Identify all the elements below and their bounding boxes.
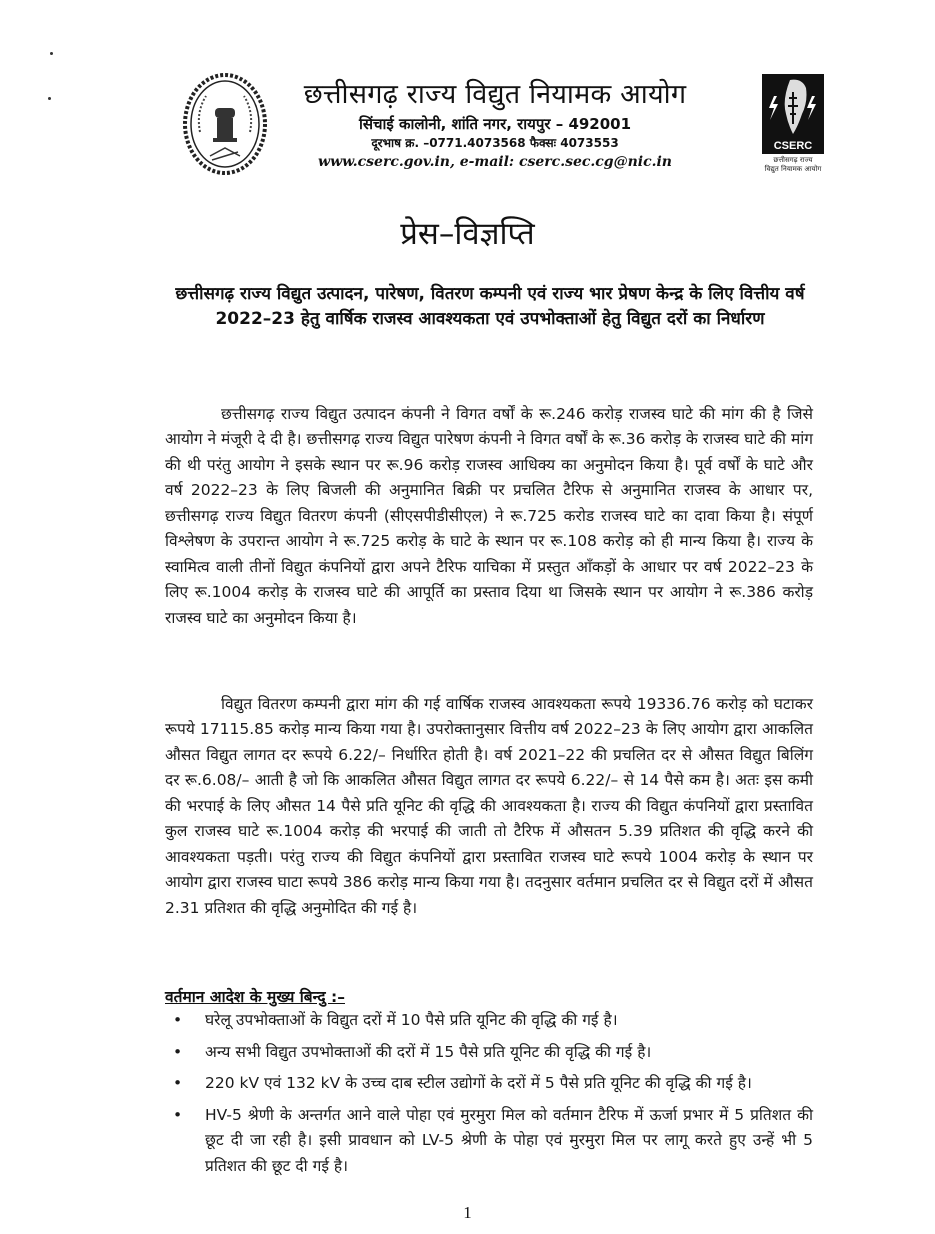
scan-speck — [50, 52, 53, 55]
cserc-logo-box — [762, 74, 824, 154]
page-number: 1 — [463, 1203, 472, 1222]
organization-name: छत्तीसगढ़ राज्य विद्युत नियामक आयोग — [303, 79, 687, 110]
key-point-text: घरेलू उपभोक्ताओं के विद्युत दरों में 10 पैसे प्रति यूनिट की वृद्धि की गई है। — [205, 1011, 618, 1029]
key-point-item — [165, 1103, 813, 1180]
organization-phone-fax: दूरभाष क्र. –0771.4073568 फैक्सः 4073553 — [371, 136, 619, 150]
organization-details — [285, 78, 705, 172]
letterhead — [170, 70, 850, 190]
organization-address: सिंचाई कालोनी, शांति नगर, रायपुर – 492001 — [358, 115, 632, 133]
cserc-logo-subtext — [760, 156, 826, 174]
key-point-text: 220 kV एवं 132 kV के उच्च दाब स्टील उद्योगों के दरों में 5 पैसे प्रति यूनिट की वृद्धि की गई है। — [205, 1074, 752, 1092]
document-title: प्रेस–विज्ञप्ति — [400, 216, 535, 252]
lightning-tower-icon — [762, 74, 824, 138]
scan-speck — [48, 97, 51, 100]
key-point-item — [165, 1071, 813, 1097]
body-paragraph: विद्युत वितरण कम्पनी द्वारा मांग की गई वार्षिक राजस्व आवश्यकता रूपये 19336.76 करोड़ को घटाकर रूपये 17115.85 करोड़ मान्य किया गया है। उपरोक्तानुसार वित्तीय वर्ष 2022–23 के लिए आयोग द्वारा आकलित औसत विद्युत लागत दर रूपये 6.22/– निर्धारित होती है। वर्ष 2021–22 की प्रचलित दर से औसत विद्युत बिलिंग दर रू.6.08/– आती है जो कि आकलित औसत विद्युत लागत दर रूपये 6.22/– से 14 पैसे कम है। अतः इस कमी की भरपाई के लिए औसत 14 पैसे प्रति यूनिट की वृद्धि की आवश्यकता है। राज्य की विद्युत कंपनियों द्वारा प्रस्तावित कुल राजस्व घाटे रू.1004 करोड़ की भरपाई की जाती तो टैरिफ में औसतन 5.39 प्रतिशत की वृद्धि करने की आवश्यकता पड़ती। परंतु राज्य की विद्युत कंपनियों द्वारा प्रस्तावित राजस्व घाटे रूपये 1004 करोड़ के स्थान पर आयोग द्वारा राजस्व घाटा रूपये 386 करोड़ मान्य किया गया है। तदनुसार वर्तमान प्रचलित दर से विद्युत दरों में औसत 2.31 प्रतिशत की वृद्धि अनुमोदित की गई है। — [165, 694, 813, 917]
bullet-icon: • — [173, 1011, 183, 1029]
key-point-item — [165, 1008, 813, 1034]
cserc-logo — [760, 74, 826, 178]
bullet-icon: • — [173, 1042, 183, 1061]
key-point-text: अन्य सभी विद्युत उपभोक्ताओं की दरों में 15 पैसे प्रति यूनिट की वृद्धि की गई है। — [205, 1042, 652, 1061]
key-point-text: HV-5 श्रेणी के अन्तर्गत आने वाले पोहा एवं मुरमुरा मिल को वर्तमान टैरिफ में ऊर्जा प्रभार में 5 प्रतिशत की छूट दी जा रही है। इसी प्रावधान को LV-5 श्रेणी के पोहा एवं मुरमुरा मिल पर लागू करते हुए उन्हें भी 5 प्रतिशत की छूट दी गई है। — [205, 1105, 813, 1175]
document-subtitle: छत्तीसगढ़ राज्य विद्युत उत्पादन, पारेषण, वितरण कम्पनी एवं राज्य भार प्रेषण केन्द्र के लिए वित्तीय वर्ष 2022–23 हेतु वार्षिक राजस्व आवश्यकता एवं उपभोक्ताओं हेतु विद्युत दरों का निर्धारण — [175, 284, 805, 329]
bullet-icon: • — [173, 1105, 183, 1124]
state-emblem-icon — [182, 72, 268, 176]
cserc-logo-subtext-line: छत्तीसगढ़ राज्य — [773, 156, 813, 164]
body-paragraph: छत्तीसगढ़ राज्य विद्युत उत्पादन कंपनी ने विगत वर्षों के रू.246 करोड़ राजस्व घाटे की मांग की है जिसे आयोग ने मंजूरी दे दी है। छत्तीसगढ़ राज्य विद्युत पारेषण कंपनी ने विगत वर्षों के रू.36 करोड़ के राजस्व घाटे की मांग की थी परंतु आयोग ने इसके स्थान पर रू.96 करोड़ राजस्व आधिक्य का अनुमोदन किया है। पूर्व वर्षों के घाटे और वर्ष 2022–23 के लिए बिजली की अनुमानित बिक्री पर प्रचलित टैरिफ से अनुमानित राजस्व के आधार पर, छत्तीसगढ़ राज्य विद्युत वितरण कंपनी (सीएसपीडीसीएल) ने रू.725 करोड राजस्व घाटे का दावा किया है। संपूर्ण विश्लेषण के उपरान्त आयोग ने रू.725 करोड़ के घाटे के स्थान पर रू.108 करोड़ को ही मान्य किया है। राज्य के स्वामित्व वाली तीनों विद्युत कंपनियों द्वारा अपने टैरिफ याचिका में प्रस्तुत आँकड़ों के आधार पर वर्ष 2022–23 के लिए रू.1004 करोड़ के राजस्व घाटे की आपूर्ति का प्रस्ताव दिया था जिसके स्थान पर आयोग ने रू.386 करोड़ राजस्व घाटे का अनुमोदन किया है। — [165, 404, 813, 627]
key-points-list — [165, 1008, 813, 1185]
chhattisgarh-govt-emblem — [182, 72, 268, 176]
key-points-heading: वर्तमान आदेश के मुख्य बिन्दु :– — [165, 988, 345, 1006]
organization-website-email[interactable]: www.cserc.gov.in, e-mail: cserc.sec.cg@nic.in — [318, 154, 672, 170]
cserc-logo-text: CSERC — [773, 140, 813, 152]
key-point-item — [165, 1040, 813, 1066]
bullet-icon: • — [173, 1074, 183, 1092]
cserc-logo-subtext-line: विद्युत नियामक आयोग — [764, 165, 822, 173]
